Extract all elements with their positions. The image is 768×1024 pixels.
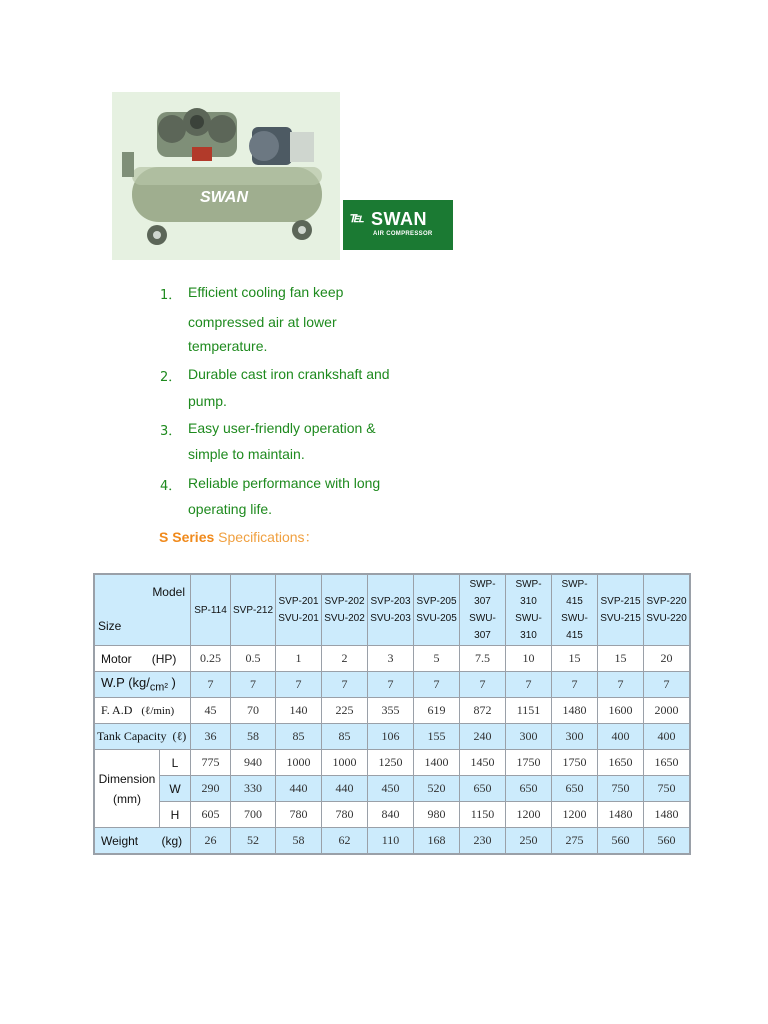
value-cell: 0.25 bbox=[191, 646, 231, 672]
row-label: Dimension bbox=[98, 771, 156, 786]
value-cell: 52 bbox=[231, 828, 276, 855]
model-name-line: SVP-220 bbox=[646, 596, 687, 607]
value-cell: 1150 bbox=[460, 802, 506, 828]
tank-label-cell bbox=[94, 724, 191, 750]
model-name-line: SWP- bbox=[469, 579, 496, 590]
model-name-line: 307 bbox=[474, 630, 491, 641]
feature-text: Efficient cooling fan keep bbox=[188, 284, 344, 300]
model-name-line: SVP-205 bbox=[416, 596, 457, 607]
value-cell: 650 bbox=[506, 776, 552, 802]
feature-text: Reliable performance with long bbox=[188, 475, 381, 491]
value-cell: 290 bbox=[191, 776, 231, 802]
row-unit: (kg) bbox=[161, 833, 183, 848]
dimension-sub-label: L bbox=[160, 750, 191, 776]
value-cell: 1151 bbox=[506, 698, 552, 724]
value-cell: 240 bbox=[460, 724, 506, 750]
model-name-line: SVU-201 bbox=[278, 613, 319, 624]
model-name-line: SWU- bbox=[469, 613, 496, 624]
value-cell: 225 bbox=[322, 698, 368, 724]
value-cell: 7 bbox=[460, 672, 506, 698]
model-name-line: SVU-203 bbox=[370, 613, 411, 624]
model-header-cell bbox=[322, 574, 368, 646]
value-cell: 560 bbox=[644, 828, 691, 855]
model-header-cell bbox=[276, 574, 322, 646]
value-cell: 750 bbox=[644, 776, 691, 802]
table-row-dimension-h bbox=[94, 802, 690, 828]
value-cell: 840 bbox=[368, 802, 414, 828]
table-row-motor bbox=[94, 646, 690, 672]
row-label-close: ) bbox=[167, 675, 176, 691]
value-cell: 1650 bbox=[644, 750, 691, 776]
value-cell: 980 bbox=[414, 802, 460, 828]
value-cell: 0.5 bbox=[231, 646, 276, 672]
value-cell: 780 bbox=[322, 802, 368, 828]
value-cell: 155 bbox=[414, 724, 460, 750]
value-cell: 1200 bbox=[552, 802, 598, 828]
model-label: Model bbox=[152, 585, 185, 599]
feature-text: pump. bbox=[188, 393, 227, 409]
value-cell: 2 bbox=[322, 646, 368, 672]
model-header-cell bbox=[506, 574, 552, 646]
value-cell: 58 bbox=[276, 828, 322, 855]
value-cell: 872 bbox=[460, 698, 506, 724]
value-cell: 7 bbox=[644, 672, 691, 698]
corner-cell bbox=[94, 574, 191, 646]
row-label: F. A.D bbox=[101, 703, 133, 717]
swan-logo-subtitle: AIR COMPRESSOR bbox=[373, 231, 433, 237]
row-unit: (mm) bbox=[113, 791, 141, 806]
swan-logo-name: SWAN bbox=[371, 209, 427, 229]
model-name-line: SVP-202 bbox=[324, 596, 365, 607]
value-cell: 1 bbox=[276, 646, 322, 672]
value-cell: 275 bbox=[552, 828, 598, 855]
swan-logo bbox=[343, 200, 453, 250]
model-name-line: SWP- bbox=[515, 579, 542, 590]
value-cell: 700 bbox=[231, 802, 276, 828]
row-label: Weight bbox=[101, 833, 139, 848]
model-name-line: SVP-201 bbox=[278, 596, 319, 607]
value-cell: 20 bbox=[644, 646, 691, 672]
feature-text: simple to maintain. bbox=[188, 446, 305, 462]
model-name-line: SVP-203 bbox=[370, 596, 411, 607]
value-cell: 775 bbox=[191, 750, 231, 776]
value-cell: 7 bbox=[598, 672, 644, 698]
value-cell: 110 bbox=[368, 828, 414, 855]
value-cell: 440 bbox=[322, 776, 368, 802]
value-cell: 250 bbox=[506, 828, 552, 855]
value-cell: 560 bbox=[598, 828, 644, 855]
value-cell: 26 bbox=[191, 828, 231, 855]
model-name-line: SP-114 bbox=[194, 604, 227, 616]
value-cell: 7 bbox=[276, 672, 322, 698]
motor-label-cell bbox=[94, 646, 191, 672]
model-name-line: SVU-205 bbox=[416, 613, 457, 624]
feature-number: 3． bbox=[160, 424, 182, 439]
model-name-line: SWU- bbox=[561, 613, 588, 624]
table-row-tank bbox=[94, 724, 690, 750]
value-cell: 7 bbox=[191, 672, 231, 698]
value-cell: 62 bbox=[322, 828, 368, 855]
feature-text: operating life. bbox=[188, 501, 273, 517]
value-cell: 650 bbox=[460, 776, 506, 802]
model-name-line: 310 bbox=[520, 630, 537, 641]
model-header-cell bbox=[414, 574, 460, 646]
value-cell: 5 bbox=[414, 646, 460, 672]
value-cell: 355 bbox=[368, 698, 414, 724]
value-cell: 750 bbox=[598, 776, 644, 802]
fad-label-cell bbox=[94, 698, 191, 724]
value-cell: 140 bbox=[276, 698, 322, 724]
feature-number: 2． bbox=[160, 370, 182, 385]
feature-number: 1． bbox=[160, 288, 182, 303]
model-header-cell bbox=[231, 574, 276, 646]
value-cell: 1650 bbox=[598, 750, 644, 776]
value-cell: 650 bbox=[552, 776, 598, 802]
table-row-fad bbox=[94, 698, 690, 724]
row-unit: (ℓ) bbox=[172, 729, 187, 743]
value-cell: 440 bbox=[276, 776, 322, 802]
spec-table bbox=[93, 573, 691, 855]
value-cell: 58 bbox=[231, 724, 276, 750]
feature-text: Durable cast iron crankshaft and bbox=[188, 366, 390, 382]
model-name-line: SWU- bbox=[515, 613, 542, 624]
row-label: W.P (kg/ bbox=[101, 675, 150, 691]
value-cell: 1400 bbox=[414, 750, 460, 776]
dimension-sub-label: W bbox=[160, 776, 191, 802]
value-cell: 2000 bbox=[644, 698, 691, 724]
model-name-line: SVU-220 bbox=[646, 613, 687, 624]
value-cell: 7 bbox=[322, 672, 368, 698]
dimension-label-cell bbox=[94, 750, 160, 828]
table-row-dimension-w bbox=[94, 776, 690, 802]
value-cell: 400 bbox=[598, 724, 644, 750]
value-cell: 400 bbox=[644, 724, 691, 750]
row-label: Tank Capacity bbox=[97, 729, 167, 743]
model-name-line: SWP- bbox=[561, 579, 588, 590]
value-cell: 619 bbox=[414, 698, 460, 724]
value-cell: 605 bbox=[191, 802, 231, 828]
value-cell: 1450 bbox=[460, 750, 506, 776]
swan-logo-mark: ℡ bbox=[349, 209, 365, 225]
photo-brand-text: SWAN bbox=[200, 189, 248, 206]
table-row-dimension-l bbox=[94, 750, 690, 776]
value-cell: 15 bbox=[598, 646, 644, 672]
value-cell: 15 bbox=[552, 646, 598, 672]
model-name-line: SVP-212 bbox=[232, 604, 274, 616]
value-cell: 106 bbox=[368, 724, 414, 750]
model-name-line: 415 bbox=[566, 630, 583, 641]
row-unit: cm² bbox=[149, 681, 168, 694]
wp-label-cell bbox=[94, 672, 191, 698]
series-name: S Series bbox=[159, 529, 215, 545]
model-name-line: SVU-215 bbox=[600, 613, 641, 624]
value-cell: 7 bbox=[231, 672, 276, 698]
model-name-line: 310 bbox=[520, 596, 537, 607]
value-cell: 1250 bbox=[368, 750, 414, 776]
row-label: Motor bbox=[101, 651, 132, 666]
value-cell: 1600 bbox=[598, 698, 644, 724]
value-cell: 1750 bbox=[506, 750, 552, 776]
model-name-line: SVU-202 bbox=[324, 613, 365, 624]
spec-heading-rest: Specifications： bbox=[214, 529, 319, 545]
value-cell: 450 bbox=[368, 776, 414, 802]
model-header-cell bbox=[368, 574, 414, 646]
value-cell: 10 bbox=[506, 646, 552, 672]
table-header-row bbox=[94, 574, 690, 646]
value-cell: 300 bbox=[552, 724, 598, 750]
value-cell: 7 bbox=[506, 672, 552, 698]
value-cell: 940 bbox=[231, 750, 276, 776]
value-cell: 1750 bbox=[552, 750, 598, 776]
value-cell: 85 bbox=[276, 724, 322, 750]
dimension-sub-label: H bbox=[160, 802, 191, 828]
table-row-weight bbox=[94, 828, 690, 855]
row-unit: (ℓ/min) bbox=[141, 705, 175, 717]
feature-number: 4． bbox=[160, 479, 182, 494]
table-row-wp bbox=[94, 672, 690, 698]
value-cell: 7 bbox=[552, 672, 598, 698]
value-cell: 780 bbox=[276, 802, 322, 828]
feature-text: Easy user-friendly operation & bbox=[188, 420, 376, 436]
value-cell: 3 bbox=[368, 646, 414, 672]
model-header-cell bbox=[644, 574, 691, 646]
value-cell: 520 bbox=[414, 776, 460, 802]
value-cell: 1200 bbox=[506, 802, 552, 828]
model-header-cell bbox=[191, 574, 231, 646]
value-cell: 330 bbox=[231, 776, 276, 802]
feature-text: temperature. bbox=[188, 338, 268, 354]
row-unit: (HP) bbox=[151, 651, 177, 666]
value-cell: 85 bbox=[322, 724, 368, 750]
size-label: Size bbox=[98, 619, 122, 633]
value-cell: 36 bbox=[191, 724, 231, 750]
model-header-cell bbox=[552, 574, 598, 646]
value-cell: 1000 bbox=[322, 750, 368, 776]
value-cell: 300 bbox=[506, 724, 552, 750]
value-cell: 45 bbox=[191, 698, 231, 724]
weight-label-cell bbox=[94, 828, 191, 855]
model-name-line: 415 bbox=[566, 596, 583, 607]
value-cell: 1480 bbox=[598, 802, 644, 828]
value-cell: 7 bbox=[368, 672, 414, 698]
value-cell: 7.5 bbox=[460, 646, 506, 672]
value-cell: 1000 bbox=[276, 750, 322, 776]
compressor-photo bbox=[112, 92, 340, 260]
spec-heading bbox=[159, 527, 319, 547]
model-name-line: SVP-215 bbox=[600, 596, 641, 607]
value-cell: 7 bbox=[414, 672, 460, 698]
value-cell: 1480 bbox=[644, 802, 691, 828]
value-cell: 1480 bbox=[552, 698, 598, 724]
feature-text: compressed air at lower bbox=[188, 314, 337, 330]
value-cell: 230 bbox=[460, 828, 506, 855]
model-name-line: 307 bbox=[474, 596, 491, 607]
value-cell: 168 bbox=[414, 828, 460, 855]
model-header-cell bbox=[598, 574, 644, 646]
model-header-cell bbox=[460, 574, 506, 646]
value-cell: 70 bbox=[231, 698, 276, 724]
